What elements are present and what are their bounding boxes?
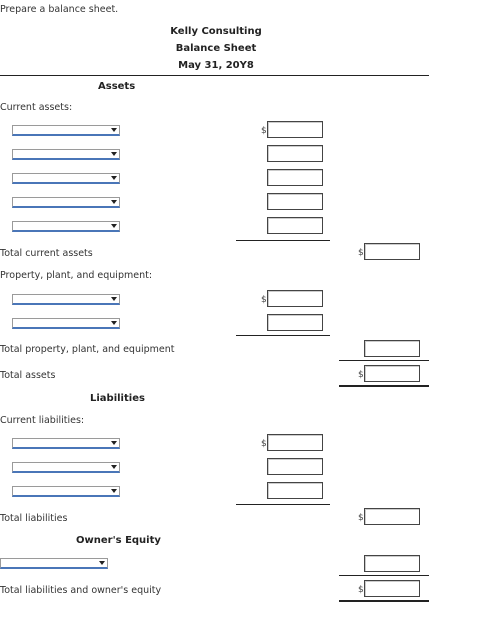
subtotal-rule <box>339 575 429 576</box>
total-current-assets-label: Total current assets <box>0 248 93 259</box>
dollar-sign: $ <box>261 126 267 136</box>
total-ppe-amount[interactable] <box>364 340 420 357</box>
ppe-select-2[interactable] <box>12 318 120 329</box>
total-assets-amount[interactable] <box>364 365 420 382</box>
current-asset-amount-2[interactable] <box>267 145 323 162</box>
dollar-sign: $ <box>358 513 364 523</box>
total-ppe-label: Total property, plant, and equipment <box>0 344 175 355</box>
total-current-assets-amount[interactable] <box>364 243 420 260</box>
subtotal-rule <box>236 504 330 505</box>
statement-title: Balance Sheet <box>175 43 257 54</box>
dollar-sign: $ <box>261 439 267 449</box>
total-double-rule <box>339 385 429 387</box>
ppe-amount-2[interactable] <box>267 314 323 331</box>
equity-heading: Owner's Equity <box>76 535 161 546</box>
current-asset-amount-5[interactable] <box>267 217 323 234</box>
current-assets-label: Current assets: <box>0 102 73 113</box>
equity-amount[interactable] <box>364 555 420 572</box>
instruction-text: Prepare a balance sheet. <box>0 4 119 15</box>
dollar-sign: $ <box>261 295 267 305</box>
assets-heading: Assets <box>98 81 136 92</box>
current-asset-select-4[interactable] <box>12 197 120 208</box>
liability-select-3[interactable] <box>12 486 120 497</box>
liability-amount-2[interactable] <box>267 458 323 475</box>
current-liabilities-label: Current liabilities: <box>0 415 85 426</box>
current-asset-select-3[interactable] <box>12 173 120 184</box>
current-asset-amount-4[interactable] <box>267 193 323 210</box>
current-asset-amount-3[interactable] <box>267 169 323 186</box>
current-asset-amount-1[interactable] <box>267 121 323 138</box>
liability-amount-3[interactable] <box>267 482 323 499</box>
total-double-rule <box>339 600 429 602</box>
liability-amount-1[interactable] <box>267 434 323 451</box>
subtotal-rule <box>339 360 429 361</box>
company-name: Kelly Consulting <box>170 26 262 37</box>
ppe-select-1[interactable] <box>12 294 120 305</box>
dollar-sign: $ <box>358 370 364 380</box>
total-liabilities-equity-label: Total liabilities and owner's equity <box>0 585 162 596</box>
total-liabilities-equity-amount[interactable] <box>364 580 420 597</box>
dollar-sign: $ <box>358 248 364 258</box>
current-asset-select-2[interactable] <box>12 149 120 160</box>
equity-select[interactable] <box>0 558 108 569</box>
total-liabilities-label: Total liabilities <box>0 513 68 524</box>
liabilities-heading: Liabilities <box>90 393 145 404</box>
ppe-label: Property, plant, and equipment: <box>0 270 153 281</box>
liability-select-2[interactable] <box>12 462 120 473</box>
ppe-amount-1[interactable] <box>267 290 323 307</box>
liability-select-1[interactable] <box>12 438 120 449</box>
current-asset-select-5[interactable] <box>12 221 120 232</box>
total-liabilities-amount[interactable] <box>364 508 420 525</box>
subtotal-rule <box>236 240 330 241</box>
subtotal-rule <box>236 335 330 336</box>
dollar-sign: $ <box>358 585 364 595</box>
total-assets-label: Total assets <box>0 370 56 381</box>
current-asset-select-1[interactable] <box>12 125 120 136</box>
statement-date: May 31, 20Y8 <box>178 60 254 71</box>
header-divider <box>0 75 429 76</box>
